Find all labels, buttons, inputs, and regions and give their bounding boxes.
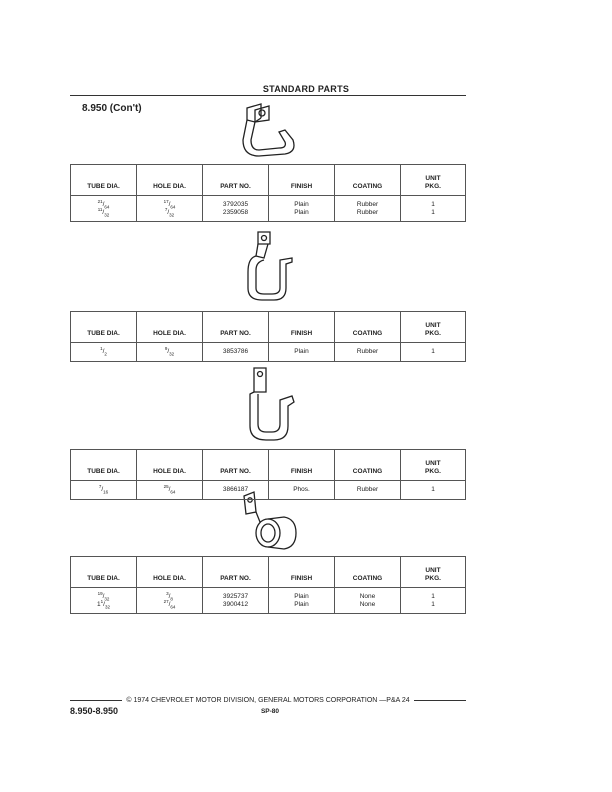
- part-number-cell: 3900412: [203, 601, 269, 609]
- column-header: TUBE DIA.: [71, 165, 137, 196]
- clip-illustration-3: [240, 364, 300, 444]
- fraction-denominator: 32: [104, 211, 110, 217]
- column-header: COATING: [335, 450, 401, 481]
- coating-cell: None: [335, 593, 401, 601]
- fraction-numerator: 25: [163, 483, 169, 489]
- parts-table-1: [70, 164, 466, 222]
- column-header: PART NO.: [203, 450, 269, 481]
- fraction-denominator: 64: [170, 489, 176, 495]
- footer-copyright: © 1974 CHEVROLET MOTOR DIVISION, GENERAL MOTORS CORPORATION —P&A 24: [126, 697, 410, 704]
- coating-cell: Rubber: [335, 486, 401, 494]
- unit-pkg-cell: 1: [401, 209, 466, 217]
- tube-dia-cell: [71, 598, 137, 609]
- parts-table-3: [70, 449, 466, 500]
- title-rule: [70, 95, 466, 96]
- fraction-denominator: 32: [169, 351, 175, 357]
- column-header: TUBE DIA.: [71, 312, 137, 343]
- footer-page-number: SP-80: [260, 708, 280, 715]
- fraction-numerator: 11: [97, 206, 103, 212]
- footer-rule-right: [414, 700, 466, 701]
- finish-cell: Plain: [269, 348, 335, 356]
- fraction: $^1/_2$: [100, 345, 107, 357]
- fraction-numerator: 21: [97, 198, 103, 204]
- clip-illustration-1: [235, 100, 305, 162]
- finish-cell: Phos.: [269, 486, 335, 494]
- unit-pkg-cell: 1: [401, 348, 466, 356]
- unit-pkg-cell: 1: [401, 593, 466, 601]
- part-number-cell: 3792035: [203, 201, 269, 209]
- table-row: [71, 601, 466, 609]
- page-title: STANDARD PARTS: [262, 84, 350, 94]
- fraction-numerator: 19: [97, 590, 103, 596]
- unit-pkg-cell: 1: [401, 201, 466, 209]
- fraction: $^{11}/_{32}$: [97, 206, 110, 217]
- hole-dia-cell: [137, 345, 203, 357]
- fraction-denominator: 16: [103, 489, 109, 495]
- column-header: COATING: [335, 312, 401, 343]
- fraction-denominator: 64: [104, 204, 110, 210]
- fraction-whole: 1: [97, 600, 101, 608]
- fraction-denominator: 64: [170, 603, 176, 609]
- finish-cell: Plain: [269, 209, 335, 217]
- column-header: FINISH: [269, 557, 335, 588]
- table-header-row: [71, 165, 466, 196]
- fraction: $^{17}/_{64}$: [163, 198, 176, 210]
- fraction: $^{19}/_{32}$: [97, 590, 110, 602]
- fraction: $^9/_{32}$: [164, 345, 175, 357]
- fraction-denominator: 32: [169, 211, 175, 217]
- fraction-denominator: 32: [104, 603, 110, 609]
- fraction: $^{25}/_{64}$: [163, 483, 176, 495]
- table-row: [71, 209, 466, 217]
- fraction-denominator: 2: [104, 351, 107, 357]
- table-row: [71, 348, 466, 356]
- column-header: COATING: [335, 557, 401, 588]
- fraction-numerator: 1: [100, 345, 103, 351]
- column-header: HOLE DIA.: [137, 165, 203, 196]
- fraction: $^7/_{16}$: [98, 483, 109, 495]
- table-header-row: [71, 450, 466, 481]
- column-header: TUBE DIA.: [71, 557, 137, 588]
- coating-cell: Rubber: [335, 348, 401, 356]
- part-number-cell: 3925737: [203, 593, 269, 601]
- parts-table-4: [70, 556, 466, 614]
- column-header: COATING: [335, 165, 401, 196]
- footer-copyright-line: [70, 697, 466, 704]
- fraction-denominator: 32: [104, 596, 110, 602]
- column-header: UNIT PKG.: [401, 557, 466, 588]
- fraction-numerator: 7: [98, 483, 102, 489]
- column-header: PART NO.: [203, 557, 269, 588]
- finish-cell: Plain: [269, 593, 335, 601]
- fraction: $^{21}/_{64}$: [97, 198, 110, 210]
- column-header: HOLE DIA.: [137, 450, 203, 481]
- fraction-numerator: 1: [100, 598, 104, 604]
- unit-pkg-cell: 1: [401, 601, 466, 609]
- fraction: $^3/_8$: [166, 590, 173, 602]
- fraction: $^7/_{32}$: [164, 206, 175, 217]
- finish-cell: Plain: [269, 201, 335, 209]
- section-number: 8.950 (Con't): [82, 103, 142, 114]
- part-number-cell: 3853786: [203, 348, 269, 356]
- coating-cell: Rubber: [335, 209, 401, 217]
- table-header-row: [71, 312, 466, 343]
- part-number-cell: 2359058: [203, 209, 269, 217]
- fraction: $^{27}/_{64}$: [163, 598, 176, 609]
- table-row: [71, 486, 466, 494]
- tube-dia-cell: [71, 345, 137, 357]
- table-header-row: [71, 557, 466, 588]
- fraction-denominator: 64: [170, 204, 176, 210]
- unit-pkg-cell: 1: [401, 486, 466, 494]
- column-header: FINISH: [269, 312, 335, 343]
- column-header: TUBE DIA.: [71, 450, 137, 481]
- column-header: UNIT PKG.: [401, 165, 466, 196]
- fraction: $1^1/_{32}$: [97, 598, 110, 609]
- column-header: UNIT PKG.: [401, 312, 466, 343]
- column-header: FINISH: [269, 165, 335, 196]
- hole-dia-cell: [137, 483, 203, 495]
- hole-dia-cell: [137, 598, 203, 609]
- column-header: HOLE DIA.: [137, 312, 203, 343]
- fraction-numerator: 7: [164, 206, 168, 212]
- table-row: [71, 593, 466, 601]
- fraction-numerator: 9: [164, 345, 168, 351]
- fraction-numerator: 27: [163, 598, 169, 604]
- column-header: HOLE DIA.: [137, 557, 203, 588]
- fraction-numerator: 3: [166, 590, 169, 596]
- part-number-cell: 3866187: [203, 486, 269, 494]
- fraction-denominator: 8: [170, 596, 173, 602]
- column-header: UNIT PKG.: [401, 450, 466, 481]
- coating-cell: None: [335, 601, 401, 609]
- parts-table-2: [70, 311, 466, 362]
- clip-illustration-2: [240, 228, 300, 303]
- column-header: FINISH: [269, 450, 335, 481]
- finish-cell: Plain: [269, 601, 335, 609]
- table-row: [71, 201, 466, 209]
- tube-dia-cell: [71, 483, 137, 495]
- footer-rule-left: [70, 700, 122, 701]
- coating-cell: Rubber: [335, 201, 401, 209]
- footer-section-code: 8.950-8.950: [70, 706, 119, 716]
- column-header: PART NO.: [203, 165, 269, 196]
- column-header: PART NO.: [203, 312, 269, 343]
- fraction-numerator: 17: [163, 198, 169, 204]
